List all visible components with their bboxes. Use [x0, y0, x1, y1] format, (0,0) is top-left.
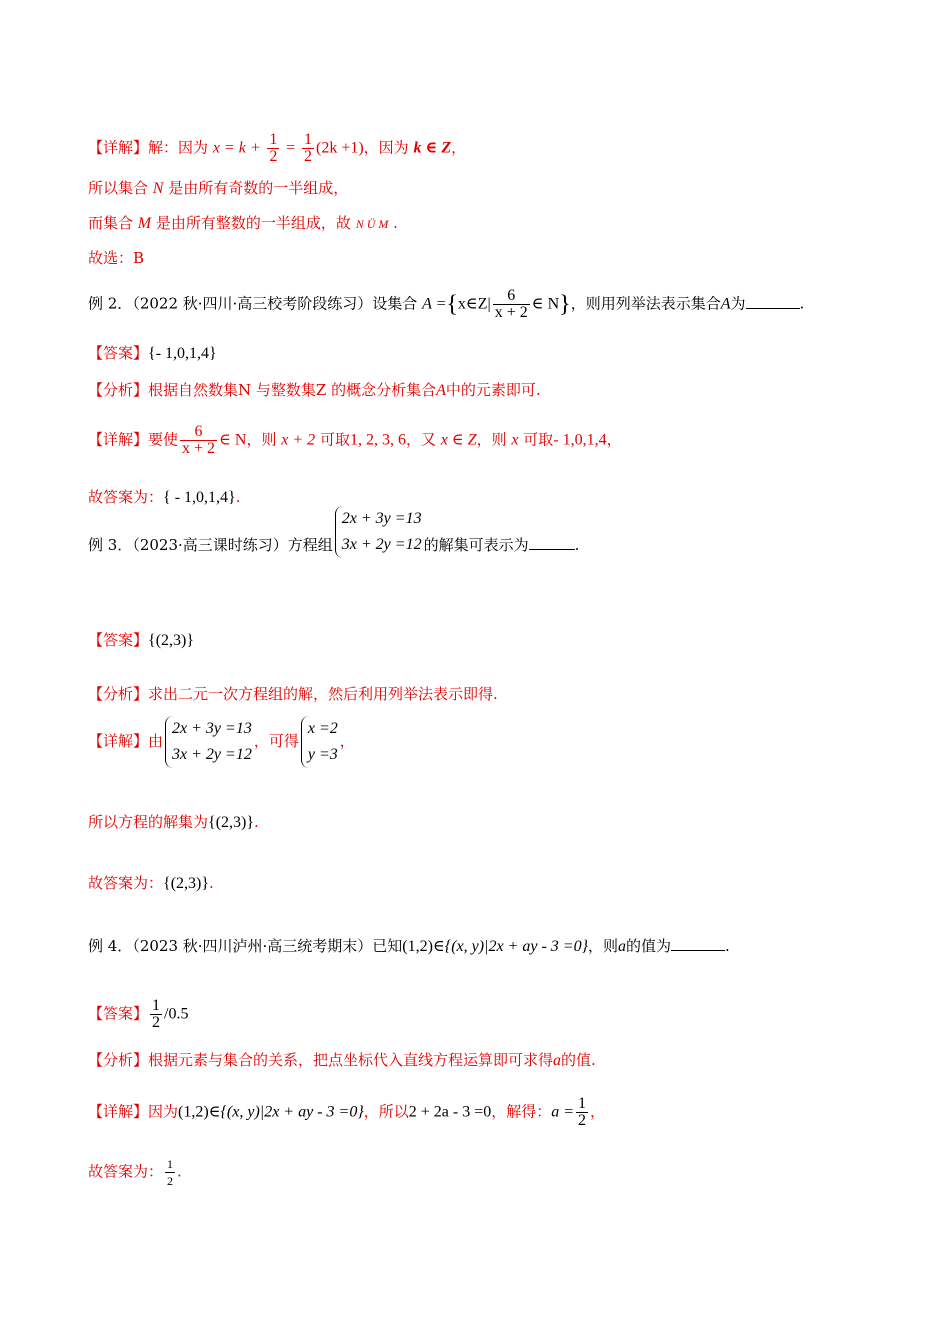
- example-2-analysis: 【分析】根据自然数集N 与整数集Z 的概念分析集合A中的元素即可.: [88, 381, 541, 399]
- example-2-answer: 【答案】{- 1,0,1,4}: [88, 344, 217, 362]
- detail-line-1: 【详解】解：因为 x = k + $\frac{1}{2}$ = $\frac{1}{2}$ (2k +1)，因为 k ∈ Z，: [88, 131, 467, 165]
- detail-line-2: 所以集合 N 是由所有奇数的一半组成，: [88, 179, 349, 197]
- example-4-analysis: 【分析】根据元素与集合的关系，把点坐标代入直线方程运算即可求得a的值.: [88, 1051, 596, 1069]
- example-3-detail: 【详解】由 2x + 3y =13 3x + 2y =12 ，可得 x =2 y =3 ，: [88, 716, 355, 768]
- detail-tag: 【详解】: [88, 138, 149, 157]
- example-4-final: 故答案为： $\frac{1}{2}$ .: [88, 1157, 182, 1188]
- example-4-answer: 【答案】 $\frac{1}{2}$ /0.5: [88, 997, 189, 1031]
- example-4-question: 例 4．（2023 秋·四川泸州·高三统考期末）已知(1,2)∈{(x, y)|2x + ay - 3 =0}，则a的值为 .: [88, 937, 730, 955]
- fraction: $\frac{1}{2}$: [303, 131, 312, 165]
- detail-line-3: 而集合 M 是由所有整数的一半组成，故 N Ü M .: [88, 214, 398, 232]
- example-2-question: 例 2．（2022 秋·四川·高三校考阶段练习）设集合 A ={x∈Z| $\frac{6}{x + 2}$ ∈ N}，则用列举法表示集合A为 .: [88, 287, 805, 321]
- k-in-Z: k ∈ Z: [413, 139, 452, 157]
- choice-line: 故选：B: [88, 249, 145, 267]
- fraction: $\frac{1}{2}$: [269, 131, 278, 165]
- example-2-detail: 【详解】要使 $\frac{6}{x + 2}$ ∈ N，则 x + 2 可取1, 2, 3, 6，又 x ∈ Z，则 x 可取- 1,0,1,4，: [88, 423, 622, 457]
- example-3-final: 故答案为：{(2,3)}.: [88, 874, 214, 892]
- detail-intro: 解：因为: [148, 138, 209, 157]
- example-label: 例 2．: [88, 294, 133, 313]
- example-4-detail: 【详解】因为(1,2)∈{(x, y)|2x + ay - 3 =0}，所以2 + 2a - 3 =0，解得：a = $\frac{1}{2}$ ，: [88, 1095, 606, 1129]
- example-3-answer: 【答案】{(2,3)}: [88, 631, 195, 649]
- expr-lhs: x = k +: [212, 139, 261, 157]
- example-3-question: 例 3．（2023·高三课时练习）方程组 2x + 3y =13 3x + 2y =12 的解集可表示为 .: [88, 534, 579, 558]
- example-3-set-line: 所以方程的解集为{(2,3)}.: [88, 813, 259, 831]
- expr-tail: (2k +1): [315, 139, 364, 157]
- answer-tag: 【答案】: [88, 344, 149, 362]
- example-2-final: 故答案为：{ - 1,0,1,4}.: [88, 488, 241, 506]
- example-3-analysis: 【分析】求出二元一次方程组的解，然后利用列举法表示即得.: [88, 685, 498, 703]
